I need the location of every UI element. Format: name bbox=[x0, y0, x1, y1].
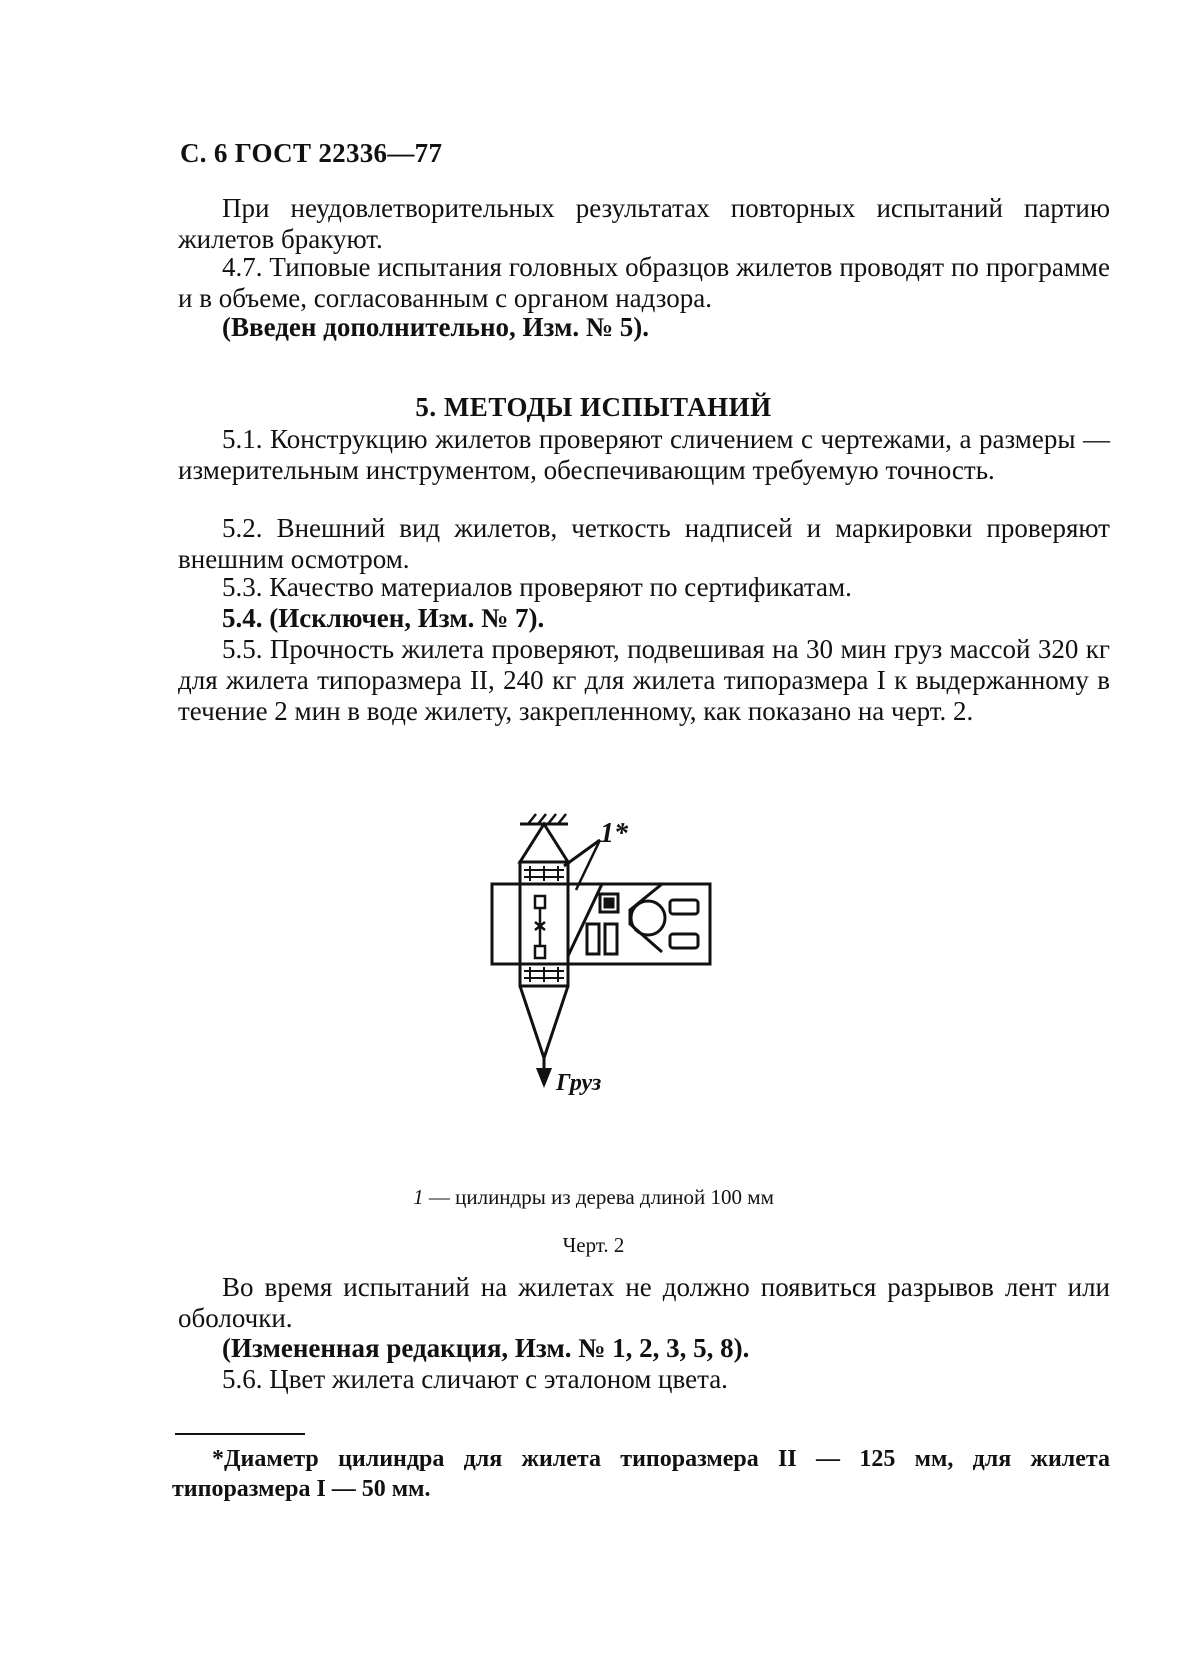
lower-ties-icon bbox=[524, 967, 564, 982]
vest-straps-icon bbox=[535, 896, 545, 958]
vest-slot-top bbox=[670, 900, 698, 914]
paragraph-no-ruptures: Во время испытаний на жилетах не должно появиться разрывов лент или оболочки. bbox=[178, 1272, 1110, 1333]
paragraph-4-7: 4.7. Типовые испытания головных образцов жилетов проводят по программе и в объеме, согласованным с органом надзора. bbox=[178, 252, 1110, 313]
figure-caption bbox=[0, 1185, 1187, 1210]
section-title: 5. МЕТОДЫ ИСПЫТАНИЙ bbox=[415, 392, 772, 422]
vest-neck-opening-icon bbox=[631, 901, 665, 935]
vest-pocket-2 bbox=[605, 924, 617, 954]
caption-text: — цилиндры из дерева длиной 100 мм bbox=[423, 1185, 774, 1209]
paragraph-5-2: 5.2. Внешний вид жилетов, четкость надписей и маркировки проверяют внешним осмотром. bbox=[178, 513, 1110, 574]
lower-sling bbox=[520, 986, 568, 1058]
upper-ties-icon bbox=[524, 866, 564, 881]
paragraph-5-6: 5.6. Цвет жилета сличают с эталоном цвета. bbox=[222, 1364, 728, 1394]
load-arrow-icon bbox=[536, 1068, 552, 1088]
test-setup-drawing bbox=[490, 806, 770, 1166]
caption-number: 1 bbox=[413, 1185, 424, 1209]
callout-label: 1* bbox=[600, 818, 628, 849]
vest-slot-bottom bbox=[670, 934, 698, 948]
vest-pocket-1 bbox=[587, 924, 599, 954]
upper-sling bbox=[520, 824, 568, 862]
vest-diagonal bbox=[568, 884, 602, 956]
footnote: *Диаметр цилиндра для жилета типоразмера II — 125 мм, для жилета типоразмера I — 50 мм. bbox=[172, 1446, 1110, 1502]
paragraph-repeat-tests: При неудовлетворительных результатах повторных испытаний партию жилетов бракуют. bbox=[178, 193, 1110, 254]
paragraph-5-3: 5.3. Качество материалов проверяют по сертификатам. bbox=[222, 572, 852, 602]
page-header: С. 6 ГОСТ 22336—77 bbox=[180, 138, 443, 168]
load-label: Груз bbox=[556, 1070, 602, 1096]
footnote-divider bbox=[175, 1433, 305, 1435]
figure-label: Черт. 2 bbox=[562, 1233, 625, 1257]
vest-collar bbox=[630, 884, 662, 952]
paragraph-5-1: 5.1. Конструкцию жилетов проверяют сличением с чертежами, а размеры — измерительным инструментом, обеспечивающим требуемую точность. bbox=[178, 424, 1110, 485]
paragraph-5-4: 5.4. (Исключен, Изм. № 7). bbox=[222, 603, 545, 633]
amendment-note-bottom: (Измененная редакция, Изм. № 1, 2, 3, 5, 8). bbox=[222, 1333, 750, 1363]
amendment-note-5: (Введен дополнительно, Изм. № 5). bbox=[222, 312, 649, 342]
paragraph-5-5: 5.5. Прочность жилета проверяют, подвешивая на 30 мин груз массой 320 кг для жилета типоразмера II, 240 кг для жилета типоразмера I к выдержанному в течение 2 мин в воде жилету, закрепленному, как показано на черт. 2. bbox=[178, 634, 1110, 726]
